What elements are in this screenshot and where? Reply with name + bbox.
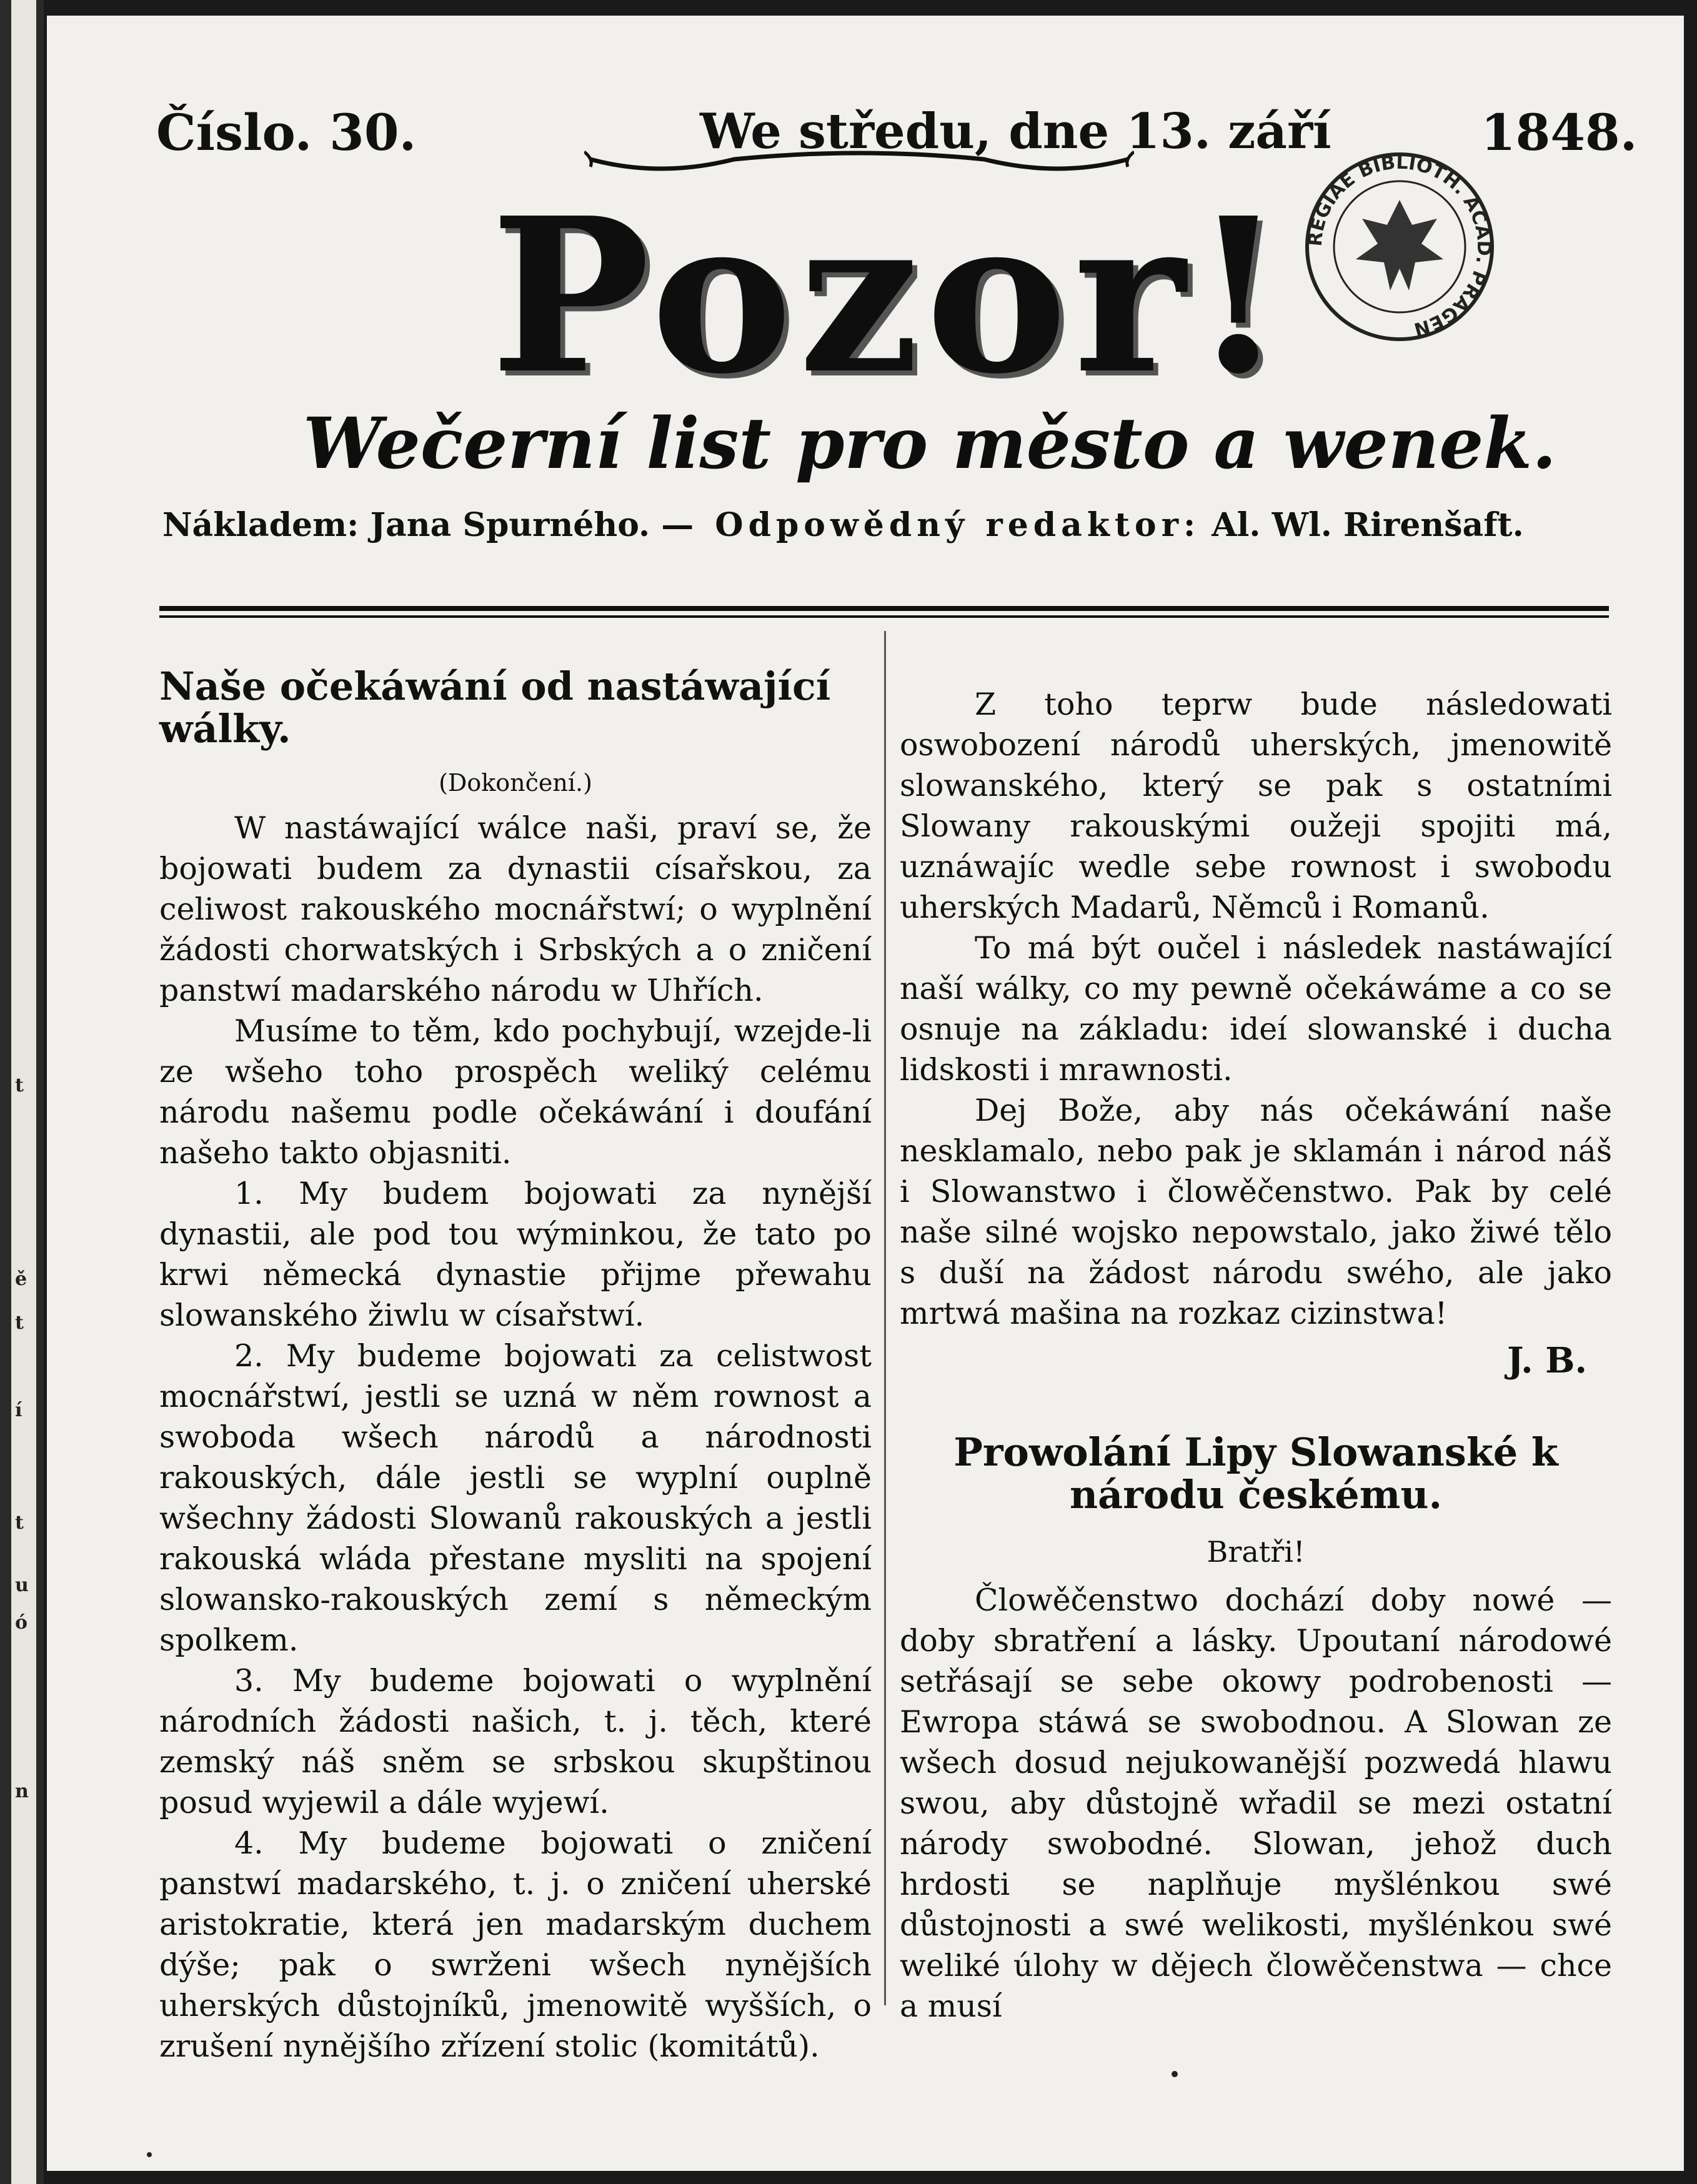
- article-paragraph: Z toho teprw bude následowati oswobození národů uherských, jmenowitě slowanského, který se pak s ostatními Slowany rakouskými oužeji spojiti má, uznáwajíc wedle sebe rownost i swobodu uherských Madarů, Němců i Romanů.: [900, 687, 1612, 925]
- newspaper-subtitle: Wečerní list pro město a wenek.: [303, 403, 1556, 485]
- editor-label: — Odpowědný redaktor:: [661, 506, 1201, 544]
- article-heading: Prowolání Lipy Slowanské k národu českému.: [953, 1429, 1558, 1518]
- print-speck: [1172, 2071, 1178, 2077]
- right-column: [900, 684, 1612, 2027]
- article-paragraph: To má být oučel i následek nastáwající naší wálky, co my pewně očekáwáme a co se osnuje na základu: ideí slowanské i ducha lidskosti i mrawnosti.: [900, 930, 1612, 1088]
- strip-glyph: ó: [15, 1612, 28, 1634]
- article-paragraph: 1. My budem bojowati za nynější dynastii, ale pod tou wýminkou, že tato po krwi německá dynastie přijme přewahu slowanského žiwlu w císařstwí.: [159, 1176, 872, 1334]
- strip-glyph: t: [15, 1512, 24, 1534]
- print-speck: [147, 2152, 152, 2157]
- newspaper-page: [47, 16, 1684, 2171]
- newspaper-title: Pozor!: [490, 172, 1291, 421]
- article-paragraph: Dej Bože, aby nás očekáwání naše nesklamalo, nebo pak je sklamán i národ náš i Slowanstwo i člowěčenstwo. Pak by celé naše silné wojsko nepowstalo, jako žiwé tělo s duší na žádost národu swého, ale jako mrtwá mašina na rozkaz cizinstwa!: [900, 1093, 1612, 1331]
- article-paragraph: 4. My budeme bojowati o zničení panstwí madarského, t. j. o zničení uherské aristokratie, která jen madarským duchem dýše; pak o swrženi wšech nynějších uherských důstojníků, jmenowitě wyšších, o zrušení nynějšího zřízení stolic (komitátů).: [159, 1825, 872, 2065]
- article-signature: J. B.: [1507, 1340, 1587, 1381]
- column-divider: [884, 631, 886, 2005]
- strip-glyph: í: [15, 1399, 22, 1421]
- svg-text:REGIAE BIBLIOTH. ACAD. PRAGEN: REGIAE BIBLIOTH. ACAD. PRAGEN: [1304, 151, 1495, 340]
- issue-year: 1848.: [1481, 103, 1638, 162]
- imprint-line: [162, 506, 1612, 544]
- strip-glyph: t: [15, 1075, 24, 1096]
- issue-number: Číslo. 30.: [156, 103, 417, 162]
- header-rule-thin: [159, 615, 1609, 618]
- article-paragraph: W nastáwající wálce naši, praví se, že bojowati budem za dynastii císařskou, za celiwost rakouského mocnářstwí; o wyplnění žádosti chorwatských i Srbských a o zničení panstwí madarského národu w Uhřích.: [159, 810, 872, 1009]
- adjacent-page-strip: [0, 0, 44, 2184]
- library-stamp: [1303, 150, 1496, 344]
- header-rule-thick: [159, 606, 1609, 611]
- article-paragraph: Člowěčenstwo dochází doby nowé — doby sbratření a lásky. Upoutaní národowé setřásají se sebe okowy podrobenosti — Ewropa stáwá se swobodnou. A Slowan ze wšech dosud nejukowanější pozwedá hlawu swou, aby důstojně wřadil se mezi ostatní národy swobodné. Slowan, jehož duch hrdosti se naplňuje myšlénkou swé důstojnosti a swé welikosti, myšlénkou swé weliké úlohy w dějech člowěčenstwa — chce a musí: [900, 1582, 1612, 2025]
- strip-glyph: ě: [15, 1268, 27, 1290]
- article-heading: Naše očekáwání od nastáwající wálky.: [159, 663, 831, 752]
- strip-glyph: n: [15, 1780, 29, 1802]
- editor-name: Al. Wl. Rirenšaft.: [1212, 506, 1524, 544]
- publisher-label: Nákladem:: [162, 506, 359, 544]
- article-paragraph: 3. My budeme bojowati o wyplnění národních žádosti našich, t. j. těch, které zemský náš sněm se srbskou skupštinou posud wyjewil a dále wyjewí.: [159, 1663, 872, 1821]
- strip-glyph: u: [15, 1574, 29, 1596]
- article-paragraph: Musíme to těm, kdo pochybují, wzejde-li ze wšeho toho prospěch weliký celému národu našemu podle očekáwání i doufání našeho takto objasniti.: [159, 1013, 872, 1171]
- issue-date: We středu, dne 13. září: [700, 103, 1331, 160]
- article-note: (Dokončení.): [439, 769, 592, 797]
- left-column: [159, 665, 872, 2067]
- article-salutation: Bratři!: [1207, 1535, 1305, 1569]
- publisher-name: Jana Spurného.: [370, 506, 650, 544]
- strip-glyph: t: [15, 1312, 24, 1334]
- article-paragraph: 2. My budeme bojowati za celistwost mocnářstwí, jestli se uzná w něm rownost a swoboda wšech národů a národnosti rakouských, dále jestli se wyplní ouplně wšechny žádosti Slowanů rakouských a jestli rakouská wláda přestane mysliti na spojení slowansko-rakouských zemí s německým spolkem.: [159, 1338, 872, 1659]
